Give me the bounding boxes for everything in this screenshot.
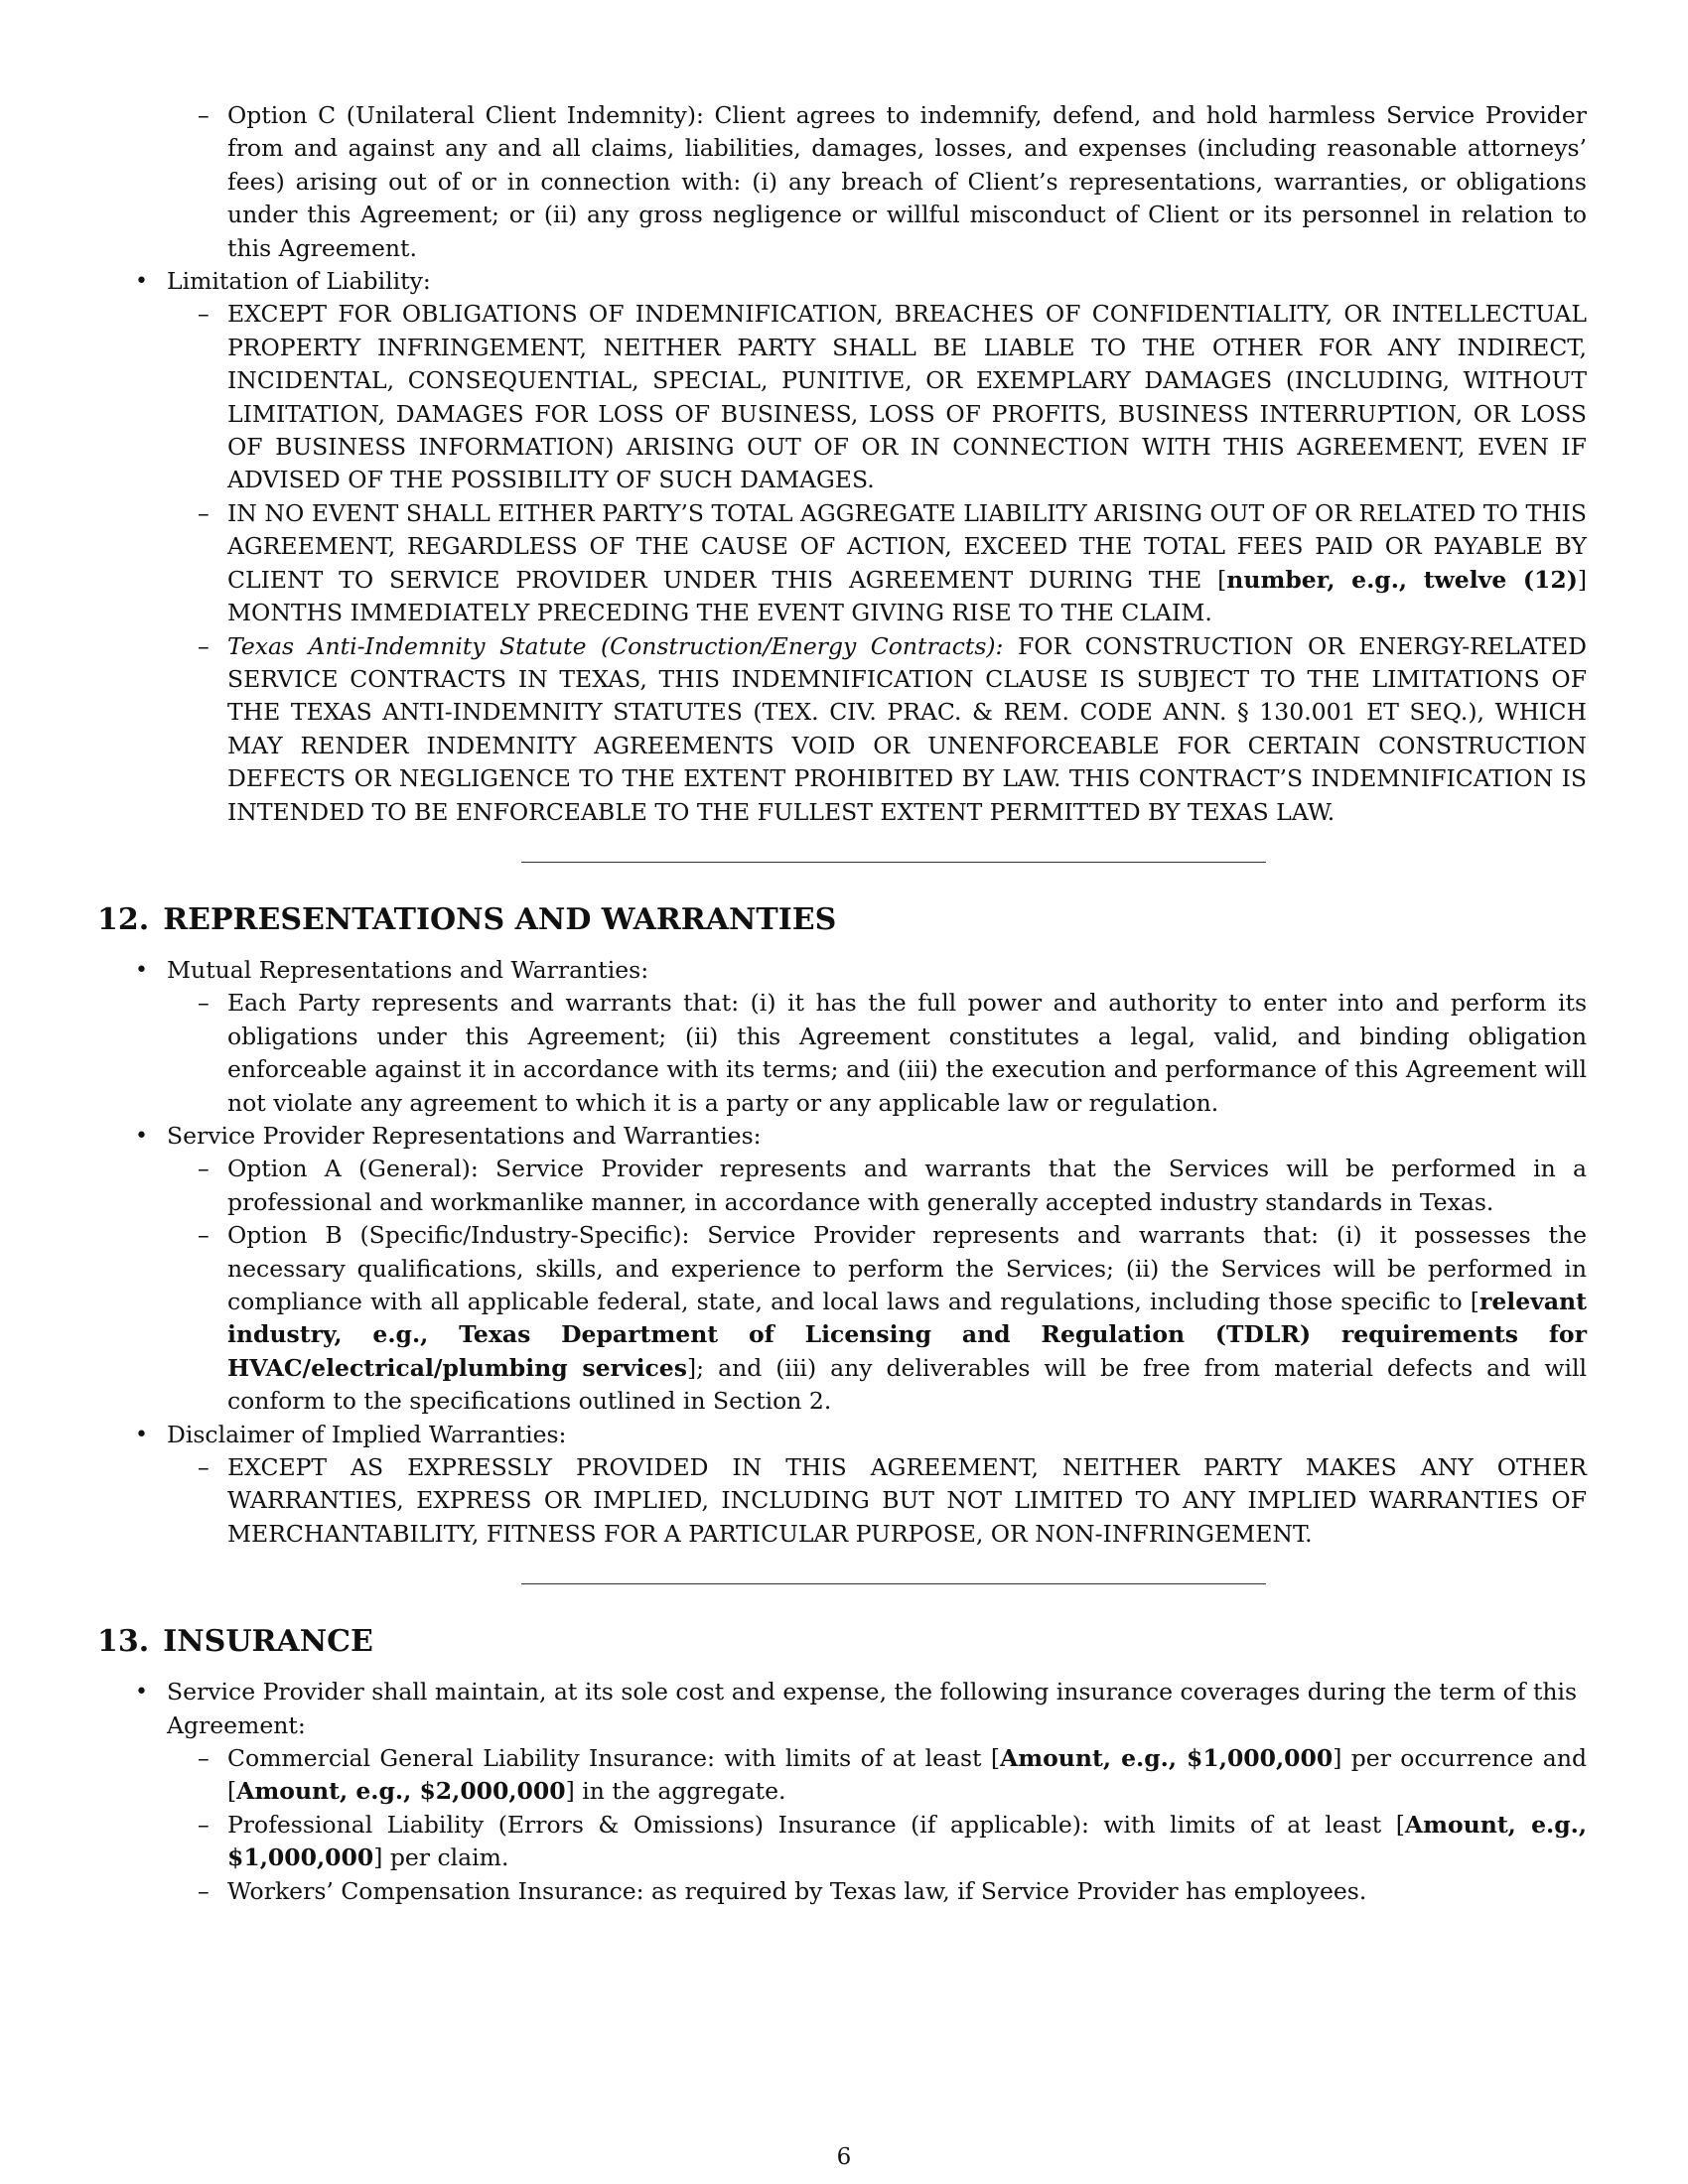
section-13-heading (97, 1622, 1587, 1662)
option-b-placeholder: relevant industry, e.g., Texas Department of Licensing and Regulation (TDLR) requirements for HVAC/electrical/plumbing services (227, 1288, 1587, 1382)
section-12-number: 12. (97, 901, 150, 937)
document-page (97, 99, 1587, 1908)
section-13-number: 13. (97, 1624, 150, 1660)
prof-amount: Amount, e.g., $1,000,000 (227, 1810, 1588, 1872)
option-a-general: – Option A (General): Service Provider represents and warrants that the Services will be performed in a professional and workmanlike manner, in accordance with generally accepted industry standards in Texas. (97, 1153, 1587, 1219)
page-number: 6 (836, 2144, 852, 2170)
limitation-2-text: IN NO EVENT SHALL EITHER PARTY’S TOTAL AGGREGATE LIABILITY ARISING OUT OF OR RELATED TO THIS AGREEMENT, REGARDLESS OF THE CAUSE OF ACTION, EXCEED THE TOTAL FEES PAID OR PAYABLE BY CLIENT TO SERVICE PROVIDER UNDER THIS AGREEMENT DURING THE [ (227, 498, 1587, 594)
cgl-text: Commercial General Liability Insurance: with limits of at least [ (227, 1744, 1001, 1773)
mutual-reps-label: • Mutual Representations and Warranties: (97, 954, 1587, 987)
prof-text: Professional Liability (Errors & Omissions) Insurance (if applicable): with limits of at least [ (227, 1810, 1405, 1839)
cgl-amount-2: Amount, e.g., $2,000,000 (236, 1777, 566, 1806)
option-b-specific (97, 1219, 1587, 1418)
limitation-clause-2 (97, 497, 1587, 630)
disclaimer-text: – EXCEPT AS EXPRESSLY PROVIDED IN THIS AGREEMENT, NEITHER PARTY MAKES ANY OTHER WARRANTIES, EXPRESS OR IMPLIED, INCLUDING BUT NOT LIMITED TO ANY IMPLIED WARRANTIES OF MERCHANTABILITY, FITNESS FOR A PARTICULAR PURPOSE, OR NON-INFRINGEMENT. (97, 1451, 1587, 1551)
workers-compensation: – Workers’ Compensation Insurance: as required by Texas law, if Service Provider has employees. (97, 1875, 1587, 1908)
cgl-amount-1: Amount, e.g., $1,000,000 (1000, 1744, 1334, 1773)
cgl-insurance (97, 1742, 1587, 1809)
limitation-2-text-end: ] MONTHS IMMEDIATELY PRECEDING THE EVENT GIVING RISE TO THE CLAIM. (227, 565, 1587, 627)
option-b-text: Option B (Specific/Industry-Specific): Service Provider represents and warrants that: (i) it possesses the necessary qualifications, skills, and experience to perform the Services; (ii) the Services will be performed in compliance with all applicable federal, state, and local laws and regulations, including those specific to [ (227, 1221, 1587, 1315)
limitation-of-liability-label: • Limitation of Liability: (97, 265, 1587, 298)
mutual-reps-text: – Each Party represents and warrants that: (i) it has the full power and authority to enter into and perform its obligations under this Agreement; (ii) this Agreement constitutes a legal, valid, and binding obligation enforceable against it in accordance with its terms; and (iii) the execution and performance of this Agreement will not violate any agreement to which it is a party or any applicable law or regulation. (97, 987, 1587, 1120)
section-12-title: REPRESENTATIONS AND WARRANTIES (163, 901, 837, 937)
section-13-title: INSURANCE (163, 1624, 373, 1660)
insurance-intro: • Service Provider shall maintain, at its sole cost and expense, the following insurance coverages during the term of this Agreement: (97, 1676, 1587, 1742)
texas-statute-label: Texas Anti-Indemnity Statute (Construction/Energy Contracts): (227, 631, 1004, 660)
texas-anti-indemnity-clause (97, 630, 1587, 829)
option-b-text-end: ]; and (iii) any deliverables will be free from material defects and will conform to the specifications outlined in Section 2. (227, 1353, 1587, 1416)
provider-reps-label: • Service Provider Representations and Warranties: (97, 1120, 1587, 1153)
section-12-heading (97, 900, 1587, 940)
cgl-text-end: ] in the aggregate. (565, 1777, 786, 1806)
section-divider (521, 862, 1266, 863)
section-divider (521, 1583, 1266, 1584)
professional-liability-insurance (97, 1809, 1587, 1875)
disclaimer-label: • Disclaimer of Implied Warranties: (97, 1419, 1587, 1451)
option-c-indemnity: – Option C (Unilateral Client Indemnity): Client agrees to indemnify, defend, and hold harmless Service Provider from and against any and all claims, liabilities, damages, losses, and expenses (including reasonable attorneys’ fees) arising out of or in connection with: (i) any breach of Client’s representations, warranties, or obligations under this Agreement; or (ii) any gross negligence or willful misconduct of Client or its personnel in relation to this Agreement. (97, 99, 1587, 265)
cgl-text-mid: ] per occurrence and [ (227, 1744, 1588, 1806)
limitation-clause-1: – EXCEPT FOR OBLIGATIONS OF INDEMNIFICATION, BREACHES OF CONFIDENTIALITY, OR INTELLECTUAL PROPERTY INFRINGEMENT, NEITHER PARTY SHALL BE LIABLE TO THE OTHER FOR ANY INDIRECT, INCIDENTAL, CONSEQUENTIAL, SPECIAL, PUNITIVE, OR EXEMPLARY DAMAGES (INCLUDING, WITHOUT LIMITATION, DAMAGES FOR LOSS OF BUSINESS, LOSS OF PROFITS, BUSINESS INTERRUPTION, OR LOSS OF BUSINESS INFORMATION) ARISING OUT OF OR IN CONNECTION WITH THIS AGREEMENT, EVEN IF ADVISED OF THE POSSIBILITY OF SUCH DAMAGES. (97, 298, 1587, 496)
limitation-2-placeholder: number, e.g., twelve (12) (1226, 565, 1578, 594)
prof-text-end: ] per claim. (373, 1843, 509, 1872)
texas-statute-text: FOR CONSTRUCTION OR ENERGY-RELATED SERVICE CONTRACTS IN TEXAS, THIS INDEMNIFICATION CLAUSE IS SUBJECT TO THE LIMITATIONS OF THE TEXAS ANTI-INDEMNITY STATUTES (TEX. CIV. PRAC. & REM. CODE ANN. § 130.001 ET SEQ.), WHICH MAY RENDER INDEMNITY AGREEMENTS VOID OR UNENFORCEABLE FOR CERTAIN CONSTRUCTION DEFECTS OR NEGLIGENCE TO THE EXTENT PROHIBITED BY LAW. THIS CONTRACT’S INDEMNIFICATION IS INTENDED TO BE ENFORCEABLE TO THE FULLEST EXTENT PERMITTED BY TEXAS LAW. (227, 631, 1587, 826)
